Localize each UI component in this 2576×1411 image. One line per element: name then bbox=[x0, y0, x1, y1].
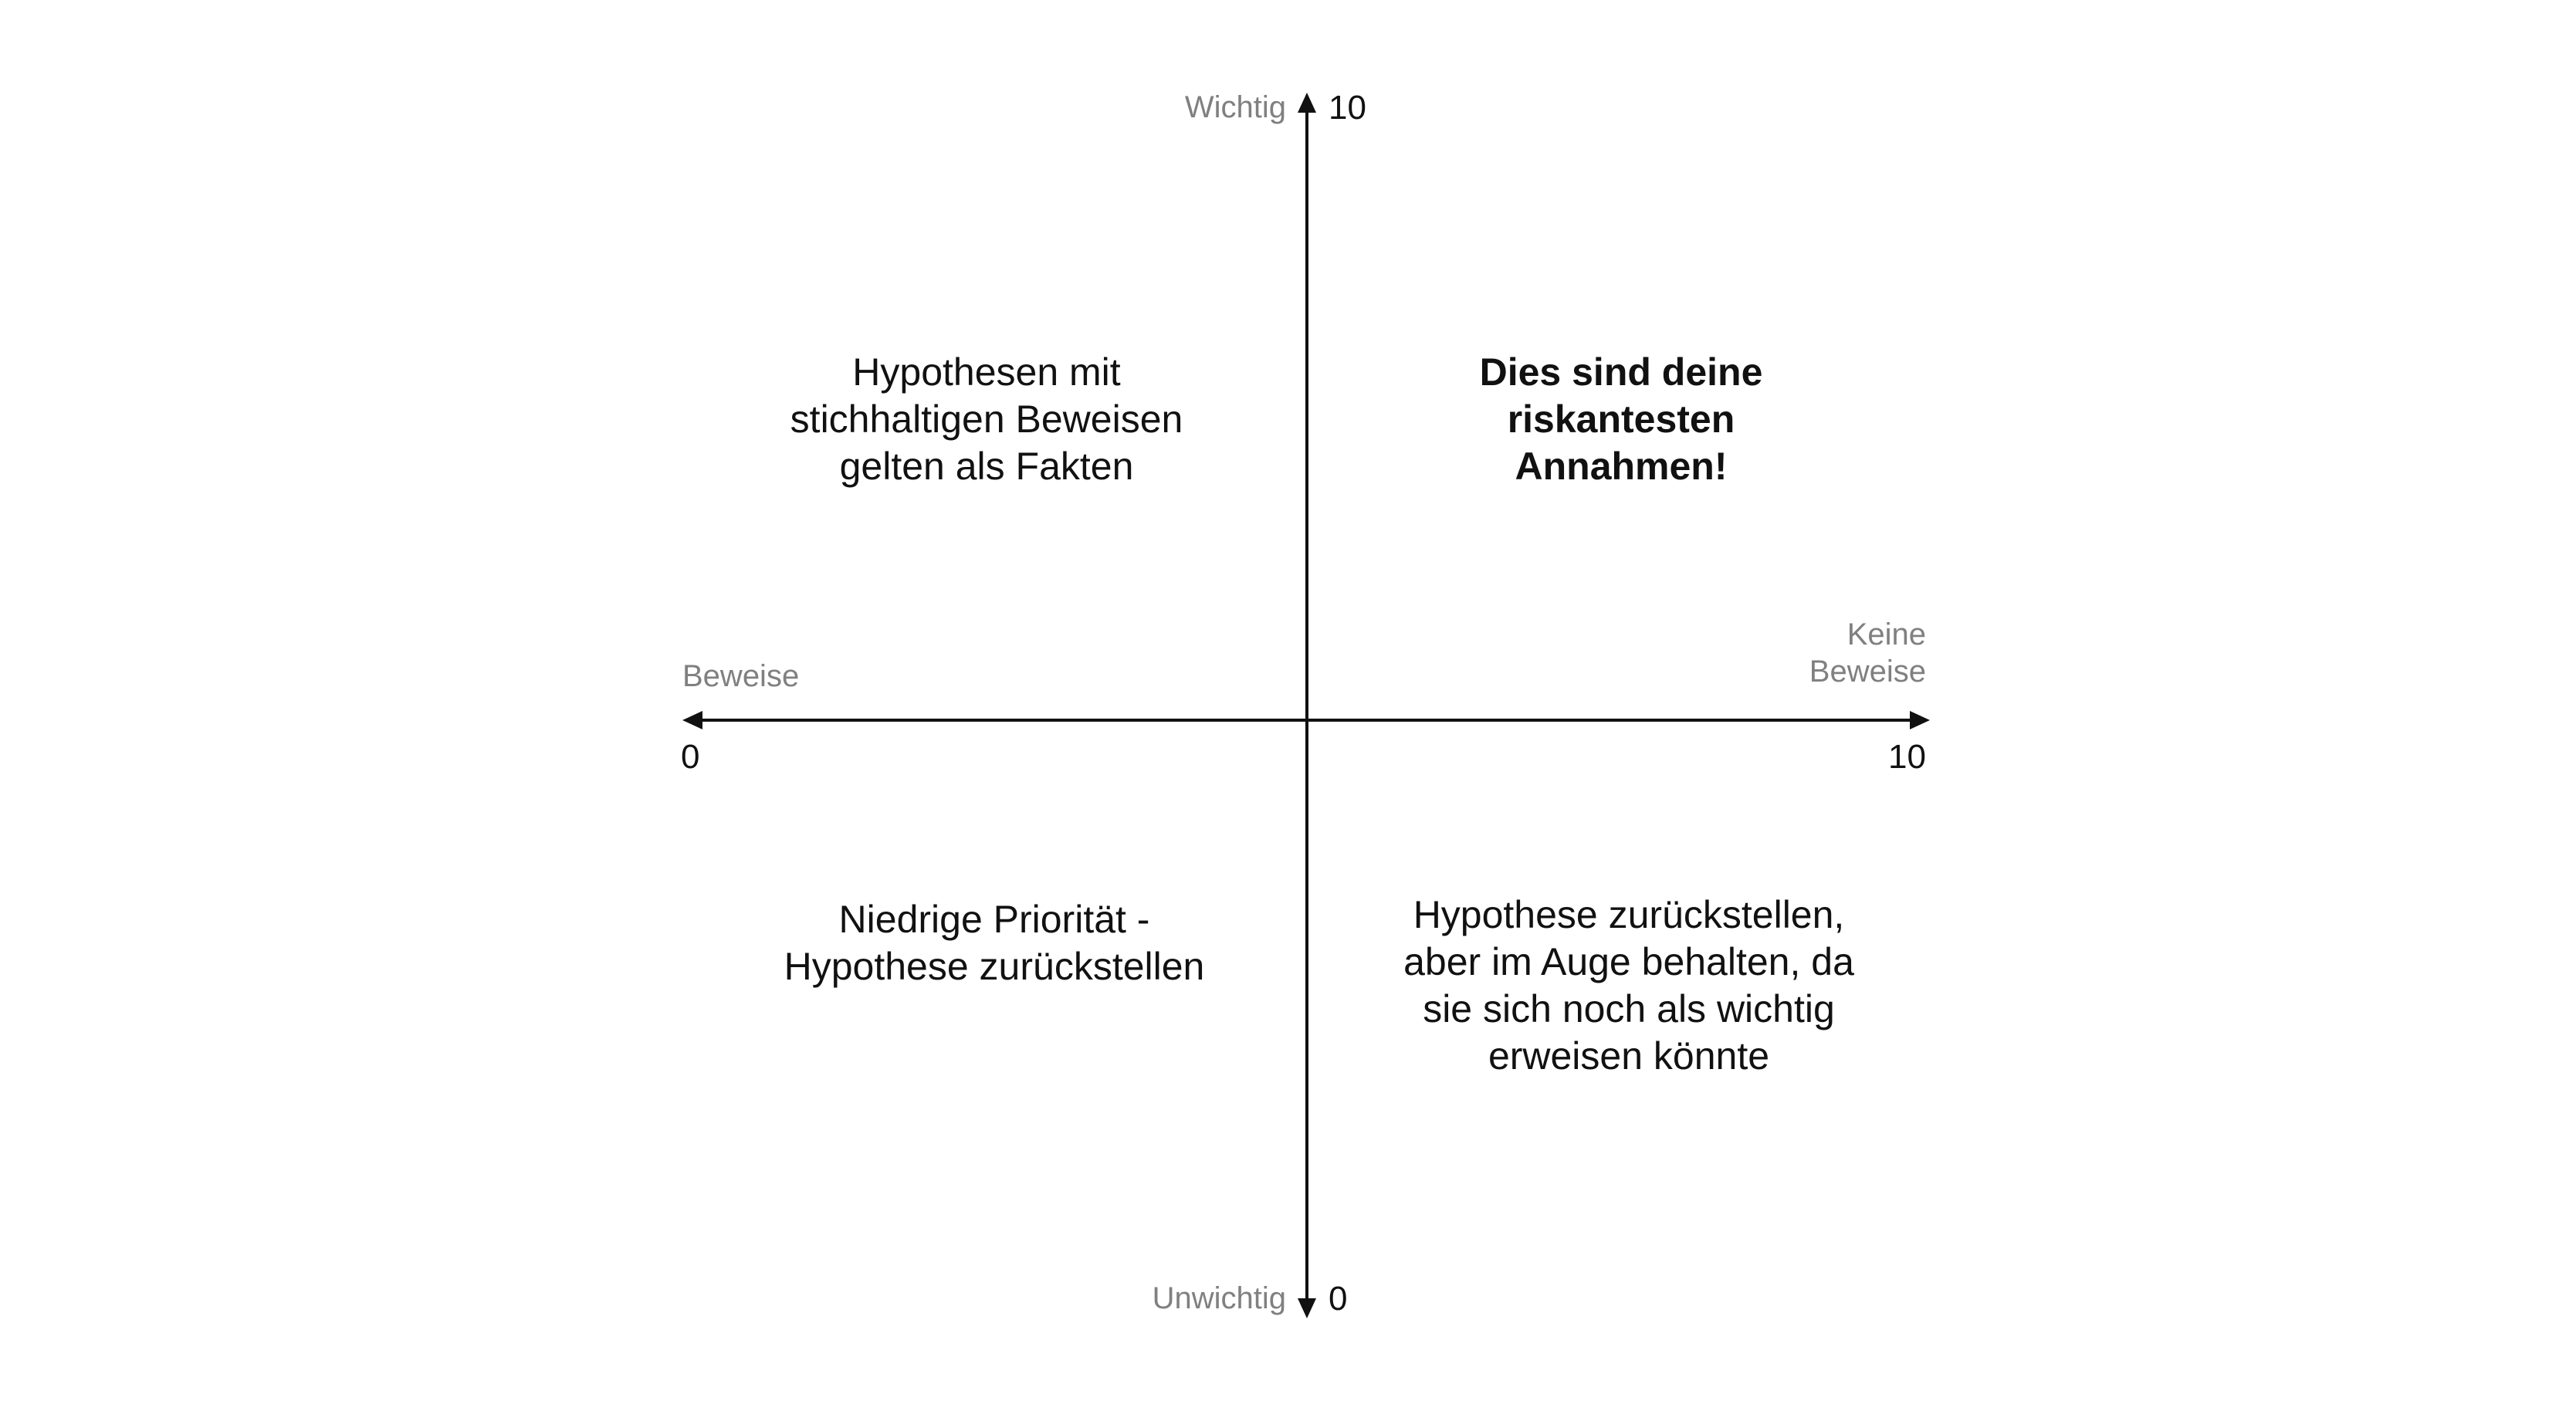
y-axis-bottom-label: Unwichtig bbox=[1152, 1281, 1286, 1315]
x-axis-min-tick: 0 bbox=[681, 738, 700, 776]
x-axis-right-label: Keine Beweise bbox=[1809, 618, 1926, 689]
vertical-axis-arrow-down bbox=[1298, 1298, 1316, 1318]
vertical-axis-arrow-up bbox=[1298, 93, 1316, 113]
horizontal-axis-arrow-left bbox=[682, 711, 702, 729]
horizontal-axis-arrow-right bbox=[1910, 711, 1930, 729]
quadrant-bottom-left: Niedrige Priorität - Hypothese zurückstellen bbox=[784, 898, 1205, 988]
quadrant-top-left: Hypothesen mit stichhaltigen Beweisen gelten als Fakten bbox=[790, 350, 1183, 488]
y-axis-min-tick: 0 bbox=[1329, 1280, 1348, 1318]
quadrant-bottom-right: Hypothese zurückstellen, aber im Auge behalten, da sie sich noch als wichtig erweisen könnte bbox=[1403, 893, 1854, 1078]
y-axis-top-label: Wichtig bbox=[1184, 90, 1286, 124]
x-axis-max-tick: 10 bbox=[1888, 738, 1926, 776]
quadrant-top-right: Dies sind deine riskantesten Annahmen! bbox=[1479, 350, 1763, 488]
x-axis-left-label: Beweise bbox=[682, 659, 800, 693]
y-axis-max-tick: 10 bbox=[1329, 89, 1366, 127]
